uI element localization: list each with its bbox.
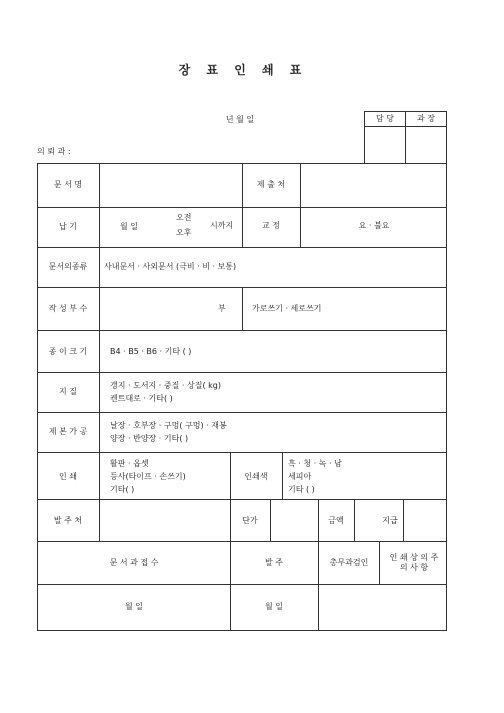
paper-quality-line2[interactable]: 켄트대로 · 기타( ) [110,394,173,403]
submitted-to-label: 제 출 처 [256,180,286,189]
copies-label: 작 성 부 수 [48,304,88,313]
payment-field[interactable] [404,500,445,540]
print-color-label: 인쇄색 [244,472,268,481]
deadline-pm-option[interactable]: 오후 [176,228,192,237]
deadline-month-day[interactable]: 월 일 [120,222,138,231]
order-label: 발 주 [265,558,283,567]
notes-field[interactable] [319,585,445,629]
doc-type-options[interactable]: 사내문서 · 사외문서 (극비 · 비 · 보통) [104,262,237,271]
paper-quality-line1[interactable]: 갱지 · 도서지 · 중질 · 상질( kg) [110,381,221,390]
doc-name-label: 문 서 명 [53,180,83,189]
binding-label: 제 본 가 공 [48,427,88,436]
doc-section-receipt-label: 문 서 과 접 수 [109,558,159,567]
printing-line1[interactable]: 활판 · 옵셋 [110,459,149,468]
writing-direction-options[interactable]: 가로쓰기 · 세로쓰기 [252,304,322,313]
paper-size-options[interactable]: B4 · B5 · B6 · 기타 ( ) [110,347,192,356]
printing-line2[interactable]: 등사(타이프 · 손쓰기) [110,472,186,481]
approval-manager-label: 과 장 [417,114,435,123]
print-color-line1[interactable]: 흑 · 청 · 녹 · 남 [288,459,342,468]
paper-quality-label: 지 질 [59,387,77,396]
date-line[interactable]: 년 월 일 [225,115,255,124]
payment-label: 지급 [382,516,398,525]
print-notes-label: 인 쇄 상 의 주 의 사 항 [389,553,439,572]
page-title: 장 표 인 쇄 표 [178,63,308,77]
receipt-month-day[interactable]: 월 일 [125,602,143,611]
printing-label: 인 쇄 [59,472,77,481]
copies-unit: 부 [218,304,226,313]
proofreading-label: 교 정 [262,221,280,230]
approval-manager-signature[interactable] [406,127,445,162]
print-color-line3[interactable]: 기타 ( ) [288,485,315,494]
order-to-label: 발 주 처 [53,516,83,525]
print-color-line2[interactable]: 세피아 [288,472,312,481]
deadline-label: 납 기 [59,222,77,231]
deadline-am-option[interactable]: 오전 [176,213,192,222]
paper-size-label: 종 이 크 기 [48,347,88,356]
proofreading-option[interactable]: 요 · 불요 [358,221,390,230]
deadline-until: 시까지 [210,221,234,230]
binding-line1[interactable]: 날장 · 호부장 · 구멍( 구멍) · 재봉 [110,421,227,430]
printing-line3[interactable]: 기타( ) [110,485,135,494]
doc-name-field[interactable] [100,164,241,206]
general-affairs-confirm-label: 총무과검인 [329,558,369,567]
amount-label: 금액 [328,516,344,525]
binding-line2[interactable]: 양장 · 반양장 · 기타( ) [110,434,189,443]
submitted-to-field[interactable] [301,164,445,206]
requester-label: 의 뢰 과 : [37,147,71,156]
approval-handler-label: 담 당 [376,114,394,123]
unit-price-label: 단가 [242,516,258,525]
copies-field[interactable] [100,288,214,329]
order-month-day[interactable]: 월 일 [265,602,283,611]
order-to-field[interactable] [100,500,229,540]
doc-type-label: 문서의종류 [48,262,88,271]
unit-price-field[interactable] [271,500,317,540]
approval-handler-signature[interactable] [365,127,404,162]
